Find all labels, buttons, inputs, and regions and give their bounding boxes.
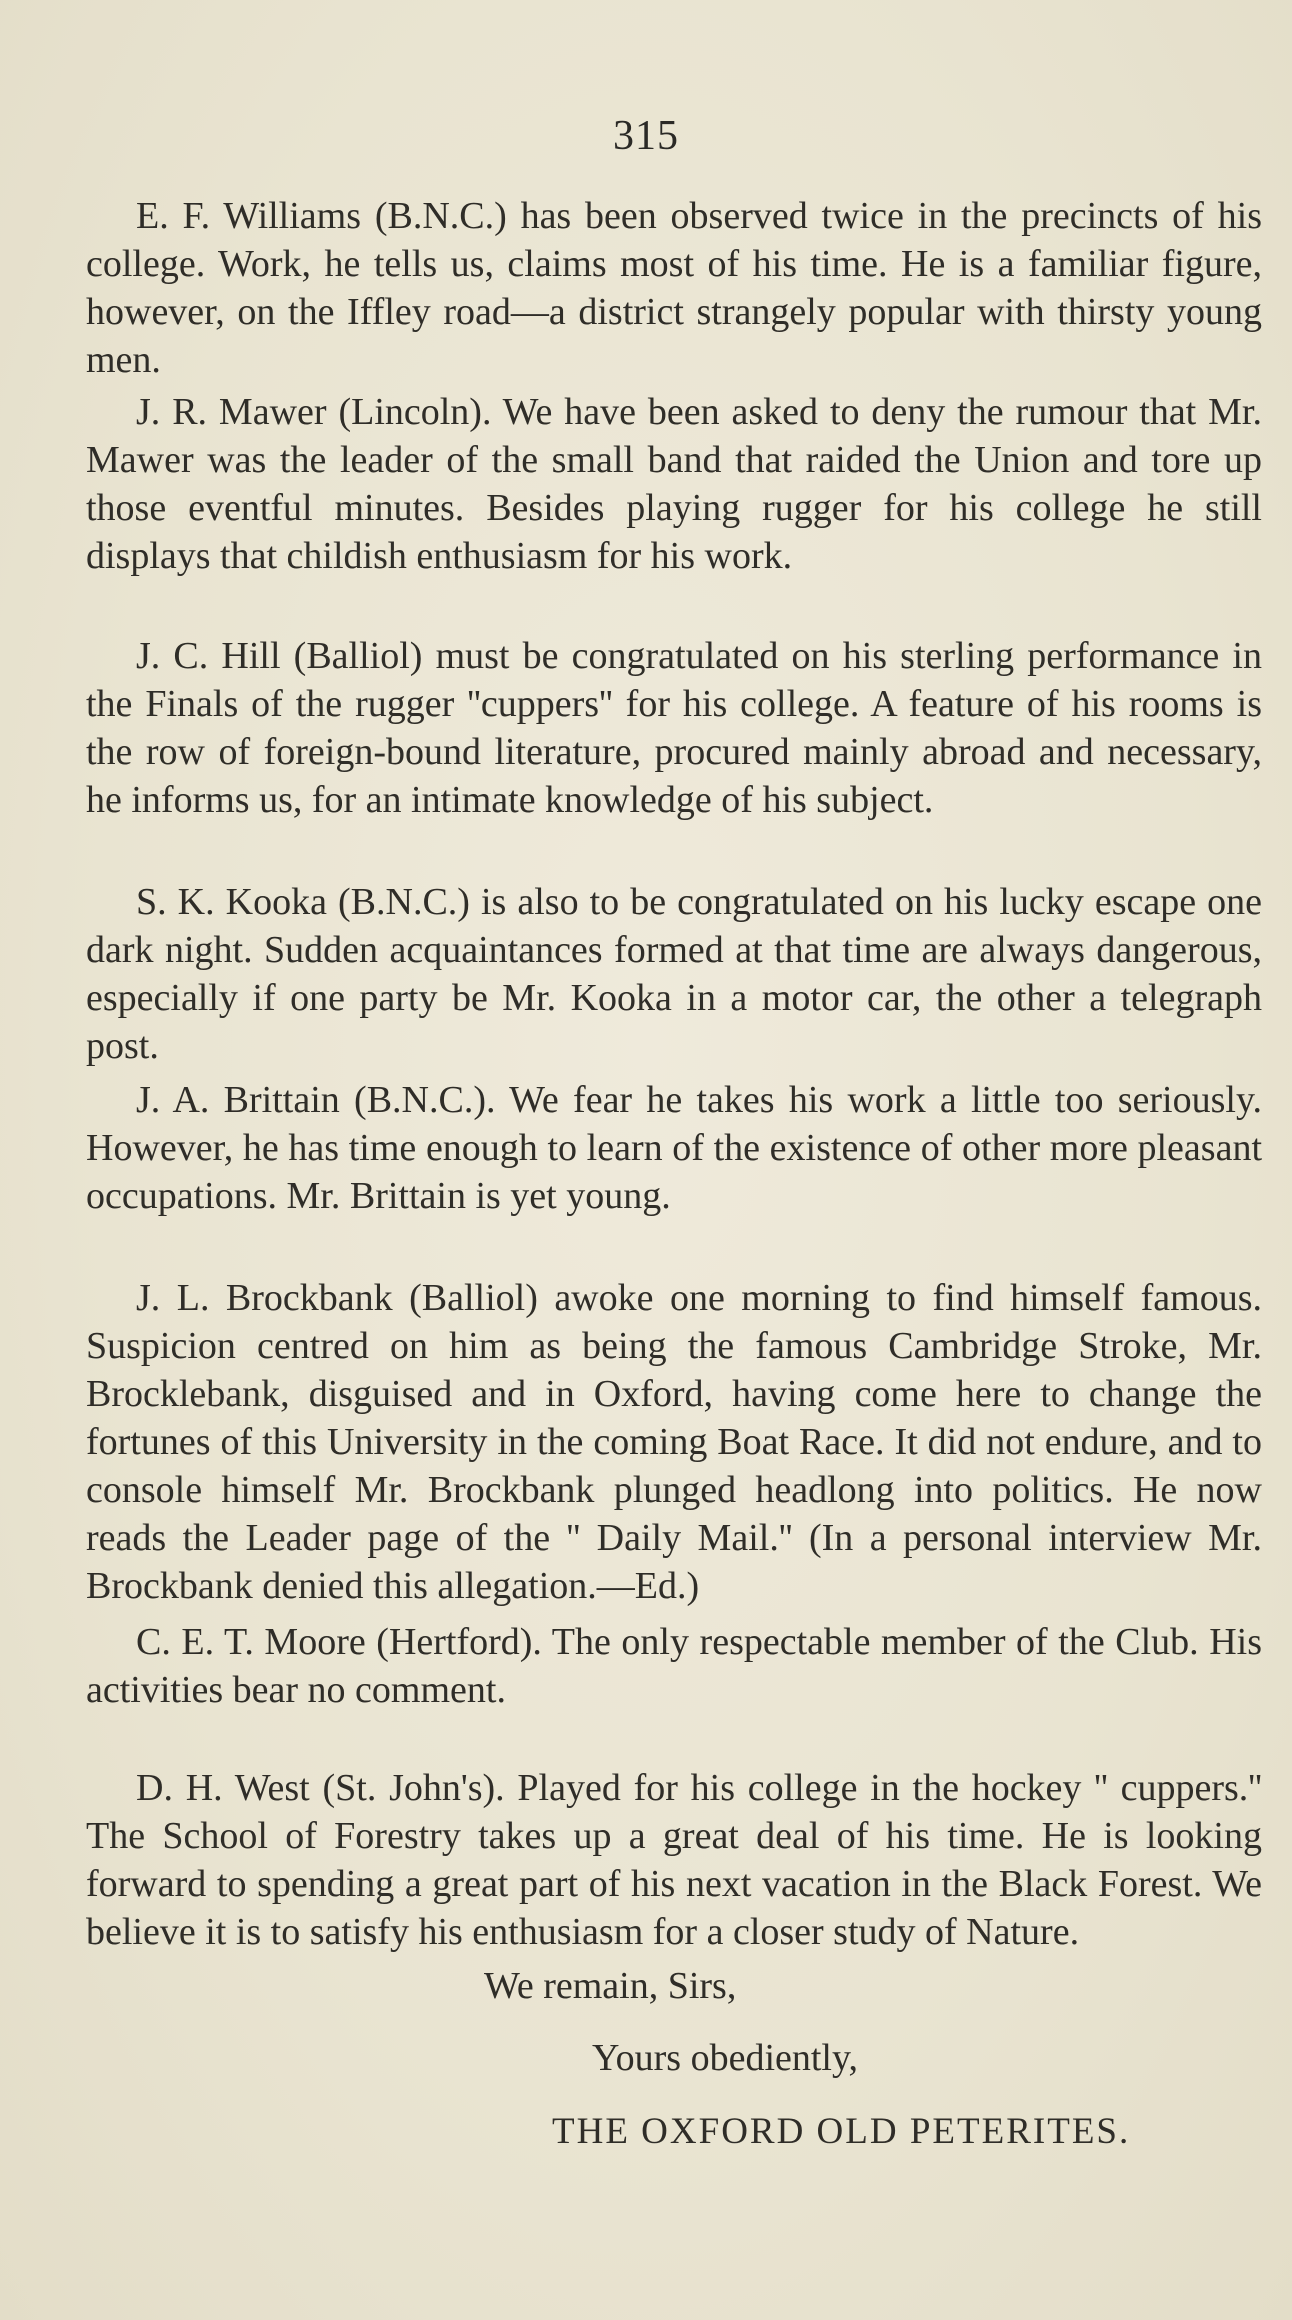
paragraph-text: J. R. Mawer (Lincoln). We have been asked to deny the rumour that Mr. Mawer was the leader of the small band that raided the Union and tore up those eventful minutes. Besides playing rugger for his college he still displays that childish enthusiasm for his work.: [86, 391, 1262, 577]
paragraph-brittain: [86, 1076, 1262, 1220]
paragraph-mawer: [86, 388, 1262, 580]
paragraph-hill: [86, 632, 1262, 824]
paragraph-text: D. H. West (St. John's). Played for his college in the hockey '' cuppers.'' The School of Forestry takes up a great deal of his time. He is looking forward to spending a great part of his next vacation in the Black Forest. We believe it is to satisfy his enthusiasm for a closer study of Nature.: [86, 1767, 1262, 1953]
paragraph-text: J. A. Brittain (B.N.C.). We fear he takes his work a little too seriously. However, he has time enough to learn of the existence of other more pleasant occupations. Mr. Brittain is yet young.: [86, 1079, 1262, 1217]
paragraph-text: S. K. Kooka (B.N.C.) is also to be congratulated on his lucky escape one dark night. Sudden acquaintances formed at that time are always dangerous, especially if one party be Mr. Kooka in a motor car, the other a telegraph post.: [86, 881, 1262, 1067]
paragraph-west: [86, 1764, 1262, 1956]
paragraph-text: E. F. Williams (B.N.C.) has been observed twice in the precincts of his college. Work, he tells us, claims most of his time. He is a familiar figure, however, on the Iffley road—a district strangely popular with thirsty young men.: [86, 195, 1262, 381]
page-number: 315: [613, 113, 679, 159]
paragraph-text: J. C. Hill (Balliol) must be congratulated on his sterling performance in the Finals of the rugger ''cuppers'' for his college. A feature of his rooms is the row of foreign-bound literature, procured mainly abroad and necessary, he informs us, for an intimate knowledge of his subject.: [86, 635, 1262, 821]
closing-valediction: Yours obediently,: [592, 2037, 859, 2079]
paragraph-text: J. L. Brockbank (Balliol) awoke one morning to find himself famous. Suspicion centred on him as being the famous Cambridge Stroke, Mr. Brocklebank, disguised and in Oxford, having come here to change the fortunes of this University in the coming Boat Race. It did not endure, and to console himself Mr. Brockbank plunged headlong into politics. He now reads the Leader page of the '' Daily Mail.'' (In a personal interview Mr. Brockbank denied this allegation.—Ed.): [86, 1277, 1262, 1607]
closing-signature: THE OXFORD OLD PETERITES.: [552, 2111, 1131, 2152]
paragraph-moore: [86, 1618, 1262, 1714]
paragraph-text: C. E. T. Moore (Hertford). The only respectable member of the Club. His activities bear no comment.: [86, 1621, 1262, 1711]
paragraph-williams: [86, 192, 1262, 384]
paragraph-brockbank: [86, 1274, 1262, 1610]
paragraph-kooka: [86, 878, 1262, 1070]
closing-salutation: We remain, Sirs,: [484, 1965, 737, 2007]
